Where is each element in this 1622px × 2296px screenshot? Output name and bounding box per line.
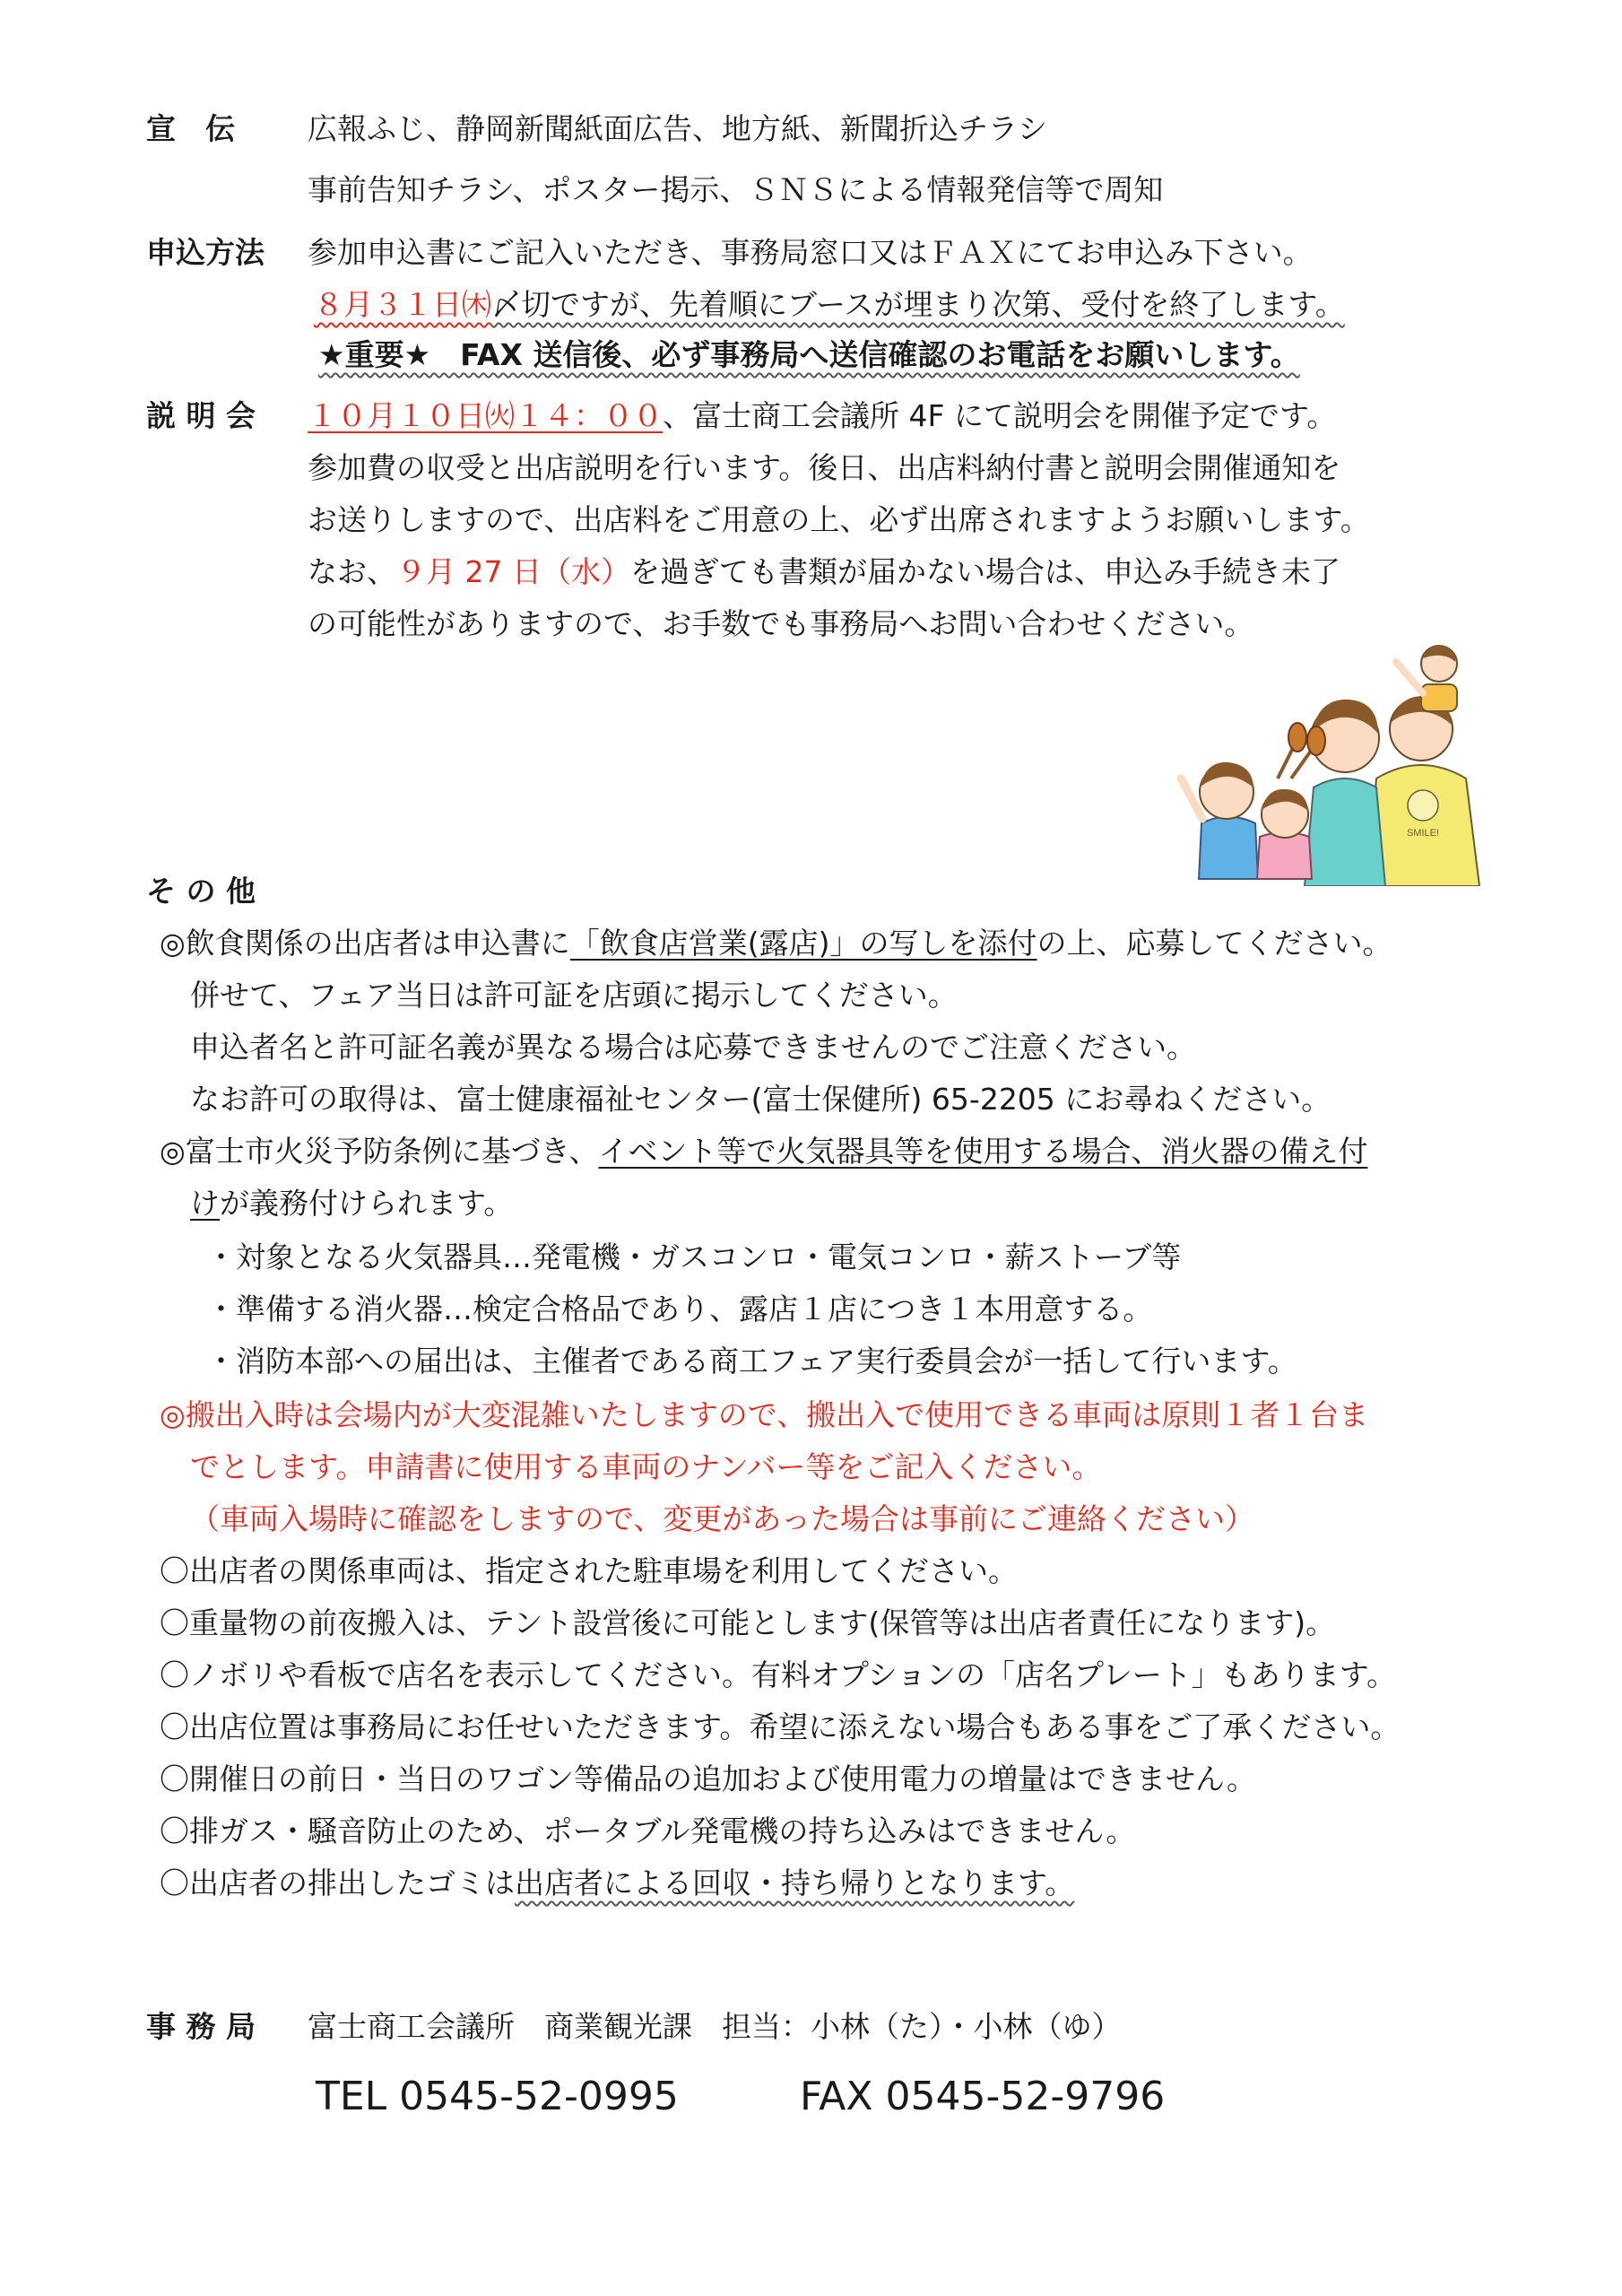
office-tel: TEL 0545-52-0995 — [316, 2074, 679, 2119]
vehicle-line-2: でとします。申請書に使用する車両のナンバー等をご記入ください。 — [190, 1449, 1102, 1484]
food-line-2: 併せて、フェア当日は許可証を店頭に掲示してください。 — [190, 978, 958, 1013]
briefing-date: １０月１０日㈫１４：００ — [308, 398, 663, 433]
fire-extinguisher-rule: イベント等で火気器具等を使用する場合、消火器の備え付 — [598, 1134, 1368, 1169]
fire-line-1-pre: ◎富士市火災予防条例に基づき、 — [160, 1134, 599, 1169]
other-label: そ の 他 — [146, 874, 256, 909]
briefing-line-3: お送りしますので、出店料をご用意の上、必ず出席されますようお願いします。 — [308, 502, 1370, 537]
briefing-doc-date: ９月 27 日（水） — [396, 554, 630, 589]
office-fax: FAX 0545-52-9796 — [800, 2074, 1166, 2119]
apply-deadline-text: 〆切ですが、先着順にブースが埋まり次第、受付を終了します。 — [491, 287, 1345, 322]
note-generator: 〇排ガス・騒音防止のため、ポータブル発電機の持ち込みはできません。 — [160, 1813, 1136, 1848]
advert-line-2: 事前告知チラシ、ポスター掲示、ＳＮＳによる情報発信等で周知 — [308, 172, 1164, 207]
apply-deadline-date: ８月３１日㈭ — [314, 287, 491, 322]
food-permit-copy: 「飲食店営業(露店)」の写しを添付 — [569, 926, 1037, 961]
briefing-line-2: 参加費の収受と出店説明を行います。後日、出店料納付書と説明会開催通知を — [308, 450, 1341, 485]
briefing-line-4-rest: を過ぎても書類が届かない場合は、申込み手続き未了 — [629, 554, 1340, 589]
apply-line-1: 参加申込書にご記入いただき、事務局窓口又はＦＡＸにてお申込み下さい。 — [308, 235, 1313, 270]
fire-line-2-post: が義務付けられます。 — [220, 1186, 514, 1221]
briefing-line-1-text: 、富士商工会議所 4F にて説明会を開催予定です。 — [663, 398, 1337, 433]
fire-line-1 — [160, 1132, 1367, 1171]
food-line-1-post: の上、応募してください。 — [1037, 926, 1392, 961]
advert-label: 宣 伝 — [146, 111, 235, 146]
note-heavy-items: 〇重量物の前夜搬入は、テント設営後に可能とします(保管等は出店者責任になります)。 — [160, 1605, 1336, 1640]
note-garbage-pre: 〇出店者の排出したゴミは — [160, 1866, 515, 1900]
food-line-4: なお許可の取得は、富士健康福祉センター(富士保健所) 65-2205 にお尋ねください。 — [190, 1082, 1331, 1117]
fire-bullet-2: ・準備する消火器…検定合格品であり、露店１店につき１本用意する。 — [206, 1292, 1153, 1326]
vehicle-line-3: （車両入場時に確認をしますので、変更があった場合は事前にご連絡ください） — [190, 1501, 1255, 1536]
fire-bullet-3: ・消防本部への届出は、主催者である商工フェア実行委員会が一括して行います。 — [206, 1344, 1297, 1378]
briefing-line-4-pre: なお、 — [308, 554, 396, 589]
office-info: 富士商工会議所 商業観光課 担当：小林（た）・小林（ゆ） — [308, 2009, 1122, 2044]
note-equipment: 〇開催日の前日・当日のワゴン等備品の追加および使用電力の増量はできません。 — [160, 1761, 1256, 1796]
note-garbage — [160, 1864, 1074, 1903]
advert-line-1: 広報ふじ、静岡新聞紙面広告、地方紙、新聞折込チラシ — [308, 111, 1047, 146]
fire-bullet-1: ・対象となる火気器具…発電機・ガスコンロ・電気コンロ・薪ストーブ等 — [206, 1239, 1182, 1274]
food-line-1-pre: ◎飲食関係の出店者は申込書に — [160, 926, 570, 961]
note-location: 〇出店位置は事務局にお任せいただきます。希望に添えない場合もある事をご了承ください。 — [160, 1709, 1401, 1744]
briefing-line-5: の可能性がありますので、お手数でも事務局へお問い合わせください。 — [308, 606, 1254, 641]
briefing-line-4 — [308, 552, 1340, 592]
apply-important-note: ★重要★ FAX 送信後、必ず事務局へ送信確認のお電話をお願いします。 — [318, 337, 1300, 372]
smile-badge-text: SMILE! — [1406, 828, 1440, 839]
food-line-3: 申込者名と許可証名義が異なる場合は応募できませんのでご注意ください。 — [190, 1030, 1196, 1065]
apply-deadline-line — [314, 285, 1345, 325]
vehicle-line-1: ◎搬出入時は会場内が大変混雑いたしますので、搬出入で使用できる車両は原則１者１台ま — [160, 1397, 1369, 1432]
family-illustration — [1170, 644, 1529, 886]
apply-label: 申込方法 — [146, 235, 265, 270]
fire-line-2-u: け — [190, 1186, 220, 1221]
briefing-label: 説 明 会 — [146, 398, 256, 433]
briefing-line-1 — [308, 396, 1336, 436]
food-line-1 — [160, 924, 1392, 963]
fire-line-2 — [190, 1184, 513, 1223]
note-parking: 〇出店者の関係車両は、指定された駐車場を利用してください。 — [160, 1553, 1018, 1588]
office-label: 事 務 局 — [146, 2009, 256, 2044]
note-garbage-emphasis: 出店者による回収・持ち帰りとなります。 — [515, 1866, 1075, 1900]
note-shop-name: 〇ノボリや看板で店名を表示してください。有料オプションの「店名プレート」もあります。 — [160, 1657, 1397, 1692]
